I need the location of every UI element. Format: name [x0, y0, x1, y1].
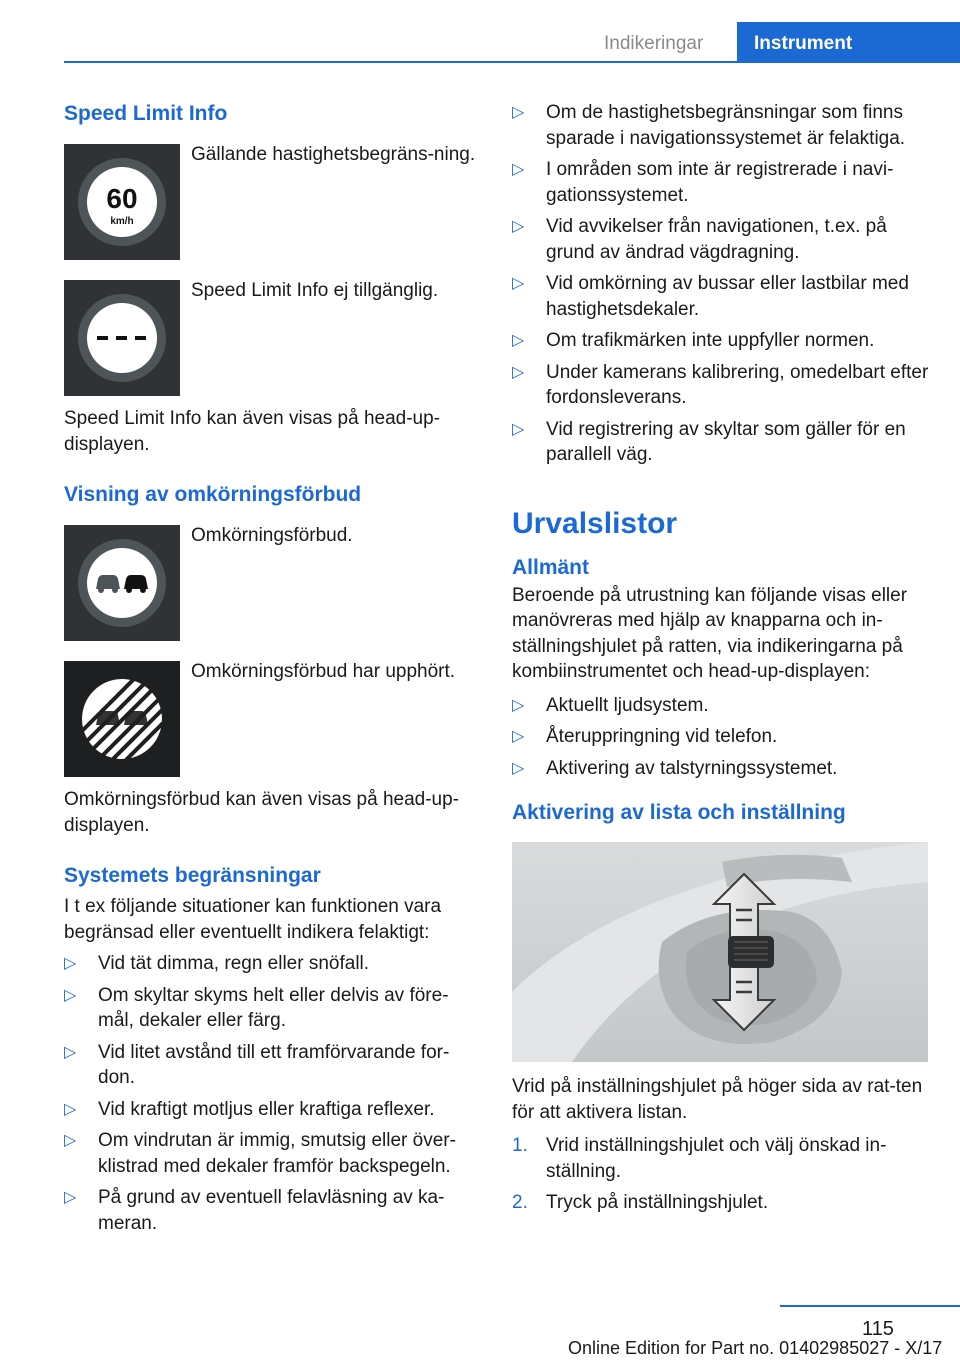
list-item: 1. Vrid inställningshjulet och välj önskad in-ställning.: [512, 1135, 887, 1182]
list-item: ▷ Aktuellt ljudsystem.: [512, 693, 930, 719]
list-item: ▷ Vid omkörning av bussar eller lastbilar med hastighetsdekaler.: [512, 273, 909, 320]
steering-wheel-thumbwheel-illustration: [512, 842, 928, 1062]
limits-heading: Systemets begränsningar: [64, 864, 321, 887]
triangle-bullet-icon: ▷: [512, 420, 525, 438]
no-overtaking-icon: [64, 525, 180, 641]
triangle-bullet-icon: ▷: [512, 759, 525, 777]
triangle-bullet-icon: ▷: [64, 1132, 77, 1149]
list-item: ▷ Vid registrering av skyltar som gäller för en parallell väg.: [512, 418, 906, 465]
speed-sign-row: [64, 144, 479, 260]
edition-text: Online Edition for Part no. 01402985027 - X/17: [568, 1338, 943, 1358]
list-item: ▷ I områden som inte är registrerade i navi-gationssystemet.: [512, 159, 894, 206]
limits-list-continued: [512, 100, 930, 468]
overtake-sign-row: [64, 525, 479, 641]
list-item: ▷ På grund av eventuell felavläsning av ka-meran.: [64, 1187, 445, 1234]
list-item: ▷ Om skyltar skyms helt eller delvis av före-mål, dekaler eller färg.: [64, 984, 449, 1031]
list-item: ▷ Vid tät dimma, regn eller snöfall.: [64, 951, 479, 977]
list-item: 2. Tryck på inställningshjulet.: [512, 1192, 769, 1213]
speed-sign-caption: Gällande hastighetsbegräns-ning.: [191, 144, 476, 165]
header-section: Instrument: [754, 33, 853, 54]
general-text: Beroende på utrustning kan följande visas eller manövreras med hjälp av knapparna och in-ställningshjulet på ratten, via indikeringarna på kombiinstrumentet och head-up-displayen:: [512, 584, 908, 682]
overtake-end-caption: Omkörningsförbud har upphört.: [191, 661, 456, 682]
triangle-bullet-icon: ▷: [64, 955, 77, 972]
triangle-bullet-icon: ▷: [64, 1189, 77, 1206]
sign-speed-number: 60: [106, 183, 138, 214]
list-item: ▷ Aktivering av talstyrningssystemet.: [512, 756, 930, 782]
triangle-bullet-icon: ▷: [512, 104, 525, 121]
speed-hud-note: Speed Limit Info kan även visas på head-up-displayen.: [64, 408, 441, 455]
footer-rule: [780, 1305, 960, 1307]
activation-steps: [512, 1133, 930, 1216]
list-item: ▷ Vid litet avstånd till ett framförvarande for-don.: [64, 1041, 450, 1088]
end-of-no-overtaking-icon: [64, 661, 180, 777]
triangle-bullet-icon: ▷: [64, 1043, 77, 1061]
activation-heading: Aktivering av lista och inställning: [512, 801, 846, 824]
speed-limit-60-icon: [64, 144, 180, 260]
right-column: [512, 100, 930, 1222]
triangle-bullet-icon: ▷: [512, 332, 525, 349]
triangle-bullet-icon: ▷: [512, 696, 525, 714]
lists-heading: Urvalslistor: [512, 506, 678, 540]
list-item: ▷ Om trafikmärken inte uppfyller normen.: [512, 328, 930, 354]
list-item: ▷ Återuppringning vid telefon.: [512, 724, 930, 750]
triangle-bullet-icon: ▷: [512, 728, 525, 745]
header-chapter: Indikeringar: [604, 33, 704, 54]
speed-info-unavailable-icon: [64, 280, 180, 396]
triangle-bullet-icon: ▷: [512, 218, 525, 235]
triangle-bullet-icon: ▷: [512, 275, 525, 292]
overtake-sign-caption: Omkörningsförbud.: [191, 525, 353, 546]
triangle-bullet-icon: ▷: [512, 363, 525, 381]
list-item: ▷ Vid avvikelser från navigationen, t.ex. på grund av ändrad vägdragning.: [512, 216, 887, 263]
page-number: 115: [862, 1318, 894, 1340]
triangle-bullet-icon: ▷: [64, 1100, 77, 1118]
activation-text: Vrid på inställningshjulet på höger sida av rat-ten för att aktivera listan.: [512, 1076, 923, 1123]
thumbwheel: [728, 936, 774, 968]
list-item: ▷ Om vindrutan är immig, smutsig eller över-klistrad med dekaler framför backspegeln.: [64, 1130, 456, 1177]
general-list: [512, 693, 930, 782]
speed-na-row: [64, 280, 479, 396]
overtake-end-row: [64, 661, 479, 777]
limits-intro: I t ex följande situationer kan funktionen vara begränsad eller eventuellt indikera felaktigt:: [64, 896, 442, 943]
header-rule: [64, 61, 960, 63]
list-item: ▷ Om de hastighetsbegränsningar som finns sparade i navigationssystemet är felaktiga.: [512, 102, 906, 149]
triangle-bullet-icon: ▷: [512, 161, 525, 178]
list-item: ▷ Vid kraftigt motljus eller kraftiga reflexer.: [64, 1097, 479, 1123]
speed-na-caption: Speed Limit Info ej tillgänglig.: [191, 280, 439, 301]
left-column: [64, 100, 479, 1242]
list-item: ▷ Under kamerans kalibrering, omedelbart efter fordonsleverans.: [512, 361, 929, 408]
sign-speed-unit: km/h: [110, 216, 134, 227]
limits-list: [64, 951, 479, 1236]
overtake-hud-note: Omkörningsförbud kan även visas på head-up-displayen.: [64, 789, 460, 836]
triangle-bullet-icon: ▷: [64, 986, 77, 1004]
overtake-heading: Visning av omkörningsförbud: [64, 483, 362, 506]
general-heading: Allmänt: [512, 555, 590, 579]
speed-limit-heading: Speed Limit Info: [64, 102, 228, 125]
